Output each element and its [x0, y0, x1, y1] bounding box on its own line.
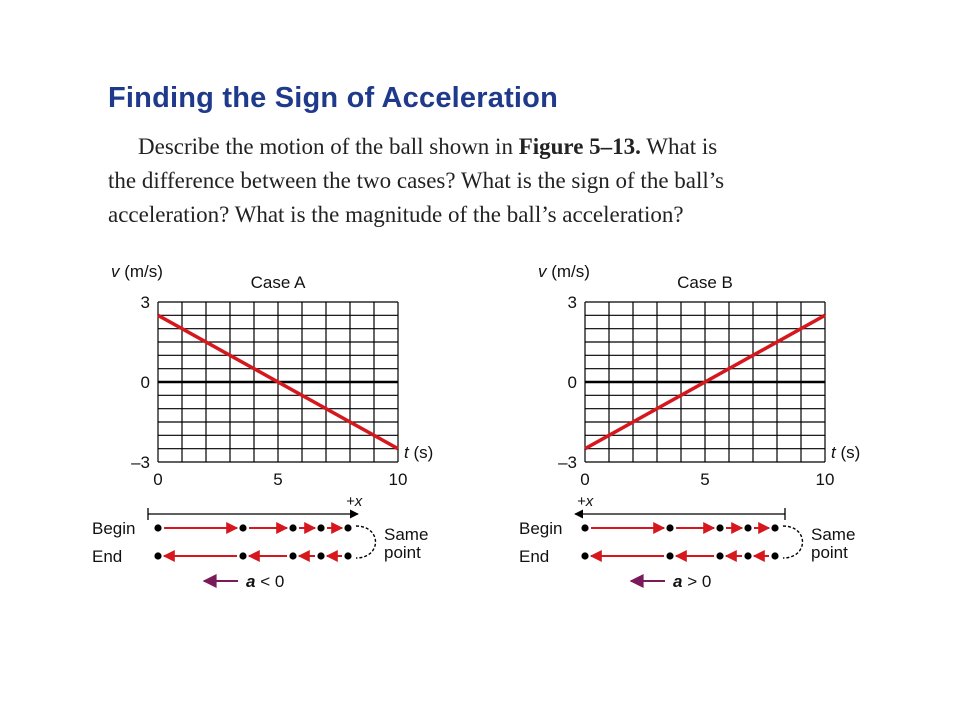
ball-position-dot [716, 524, 723, 531]
ball-position-dot [317, 524, 324, 531]
motion-begin-label: Begin [92, 519, 136, 538]
acceleration-variable: a [673, 572, 683, 591]
y-axis-unit: (m/s) [546, 262, 590, 281]
acceleration-label [246, 572, 284, 591]
ball-position-dot [154, 524, 161, 531]
motion-end-label: End [92, 547, 123, 566]
x-tick-label: 10 [388, 470, 408, 489]
ball-position-dot [581, 552, 588, 559]
x-axis-unit: (s) [408, 443, 434, 462]
ball-position-dot [771, 524, 778, 531]
same-point-label-line1: Same [384, 525, 429, 544]
ball-position-dot [289, 552, 296, 559]
y-axis-label [538, 262, 590, 281]
position-axis-label: +x [346, 493, 363, 510]
same-point-label-line1: Same [811, 525, 856, 544]
x-tick-label: 0 [153, 470, 163, 489]
ball-position-dot [666, 524, 673, 531]
ball-position-dot [771, 552, 778, 559]
x-tick-label: 5 [700, 470, 710, 489]
x-axis-label [831, 443, 860, 462]
question-line-1-start: Describe the motion of the ball shown in [138, 134, 519, 159]
chart-case-a [92, 262, 433, 591]
y-tick-label: 0 [140, 373, 150, 392]
position-axis-label: +x [577, 493, 594, 510]
chart-title: Case A [250, 273, 306, 292]
y-axis-label [111, 262, 163, 281]
y-axis-unit: (m/s) [119, 262, 163, 281]
ball-position-dot [716, 552, 723, 559]
motion-end-label: End [519, 547, 550, 566]
figure-reference: Figure 5–13. [518, 134, 641, 159]
ball-position-dot [239, 524, 246, 531]
ball-position-dot [317, 552, 324, 559]
acceleration-relation: > 0 [682, 572, 712, 591]
ball-position-dot [666, 552, 673, 559]
acceleration-relation: < 0 [255, 572, 285, 591]
x-tick-label: 0 [580, 470, 590, 489]
question-line-3: acceleration? What is the magnitude of the ball’s acceleration? [108, 202, 684, 227]
y-axis-variable: v [538, 262, 547, 281]
motion-begin-label: Begin [519, 519, 563, 538]
question-line-2: the difference between the two cases? What is the sign of the ball’s [108, 168, 725, 193]
x-tick-label: 5 [273, 470, 283, 489]
y-tick-label: 0 [567, 373, 577, 392]
y-tick-label: 3 [567, 293, 577, 312]
same-point-label-line2: point [811, 543, 848, 562]
ball-position-dot [344, 552, 351, 559]
x-axis-variable: t [831, 443, 836, 462]
y-tick-label: –3 [558, 453, 577, 472]
ball-position-dot [154, 552, 161, 559]
ball-position-dot [239, 552, 246, 559]
x-axis-unit: (s) [835, 443, 861, 462]
ball-position-dot [289, 524, 296, 531]
ball-position-dot [744, 524, 751, 531]
motion-diagram [92, 493, 428, 591]
question-line-1-end: What is [640, 134, 718, 159]
acceleration-variable: a [246, 572, 256, 591]
acceleration-label [673, 572, 711, 591]
y-axis-variable: v [111, 262, 120, 281]
ball-position-dot [581, 524, 588, 531]
turnaround-curve [356, 526, 376, 558]
y-tick-label: –3 [131, 453, 150, 472]
chart-case-b [519, 262, 860, 591]
page-title: Finding the Sign of Acceleration [108, 82, 559, 114]
ball-position-dot [344, 524, 351, 531]
same-point-label-line2: point [384, 543, 421, 562]
x-axis-variable: t [404, 443, 409, 462]
turnaround-curve [783, 526, 803, 558]
y-tick-label: 3 [140, 293, 150, 312]
chart-title: Case B [677, 273, 733, 292]
ball-position-dot [744, 552, 751, 559]
x-tick-label: 10 [815, 470, 835, 489]
motion-diagram [519, 493, 855, 591]
x-axis-label [404, 443, 433, 462]
